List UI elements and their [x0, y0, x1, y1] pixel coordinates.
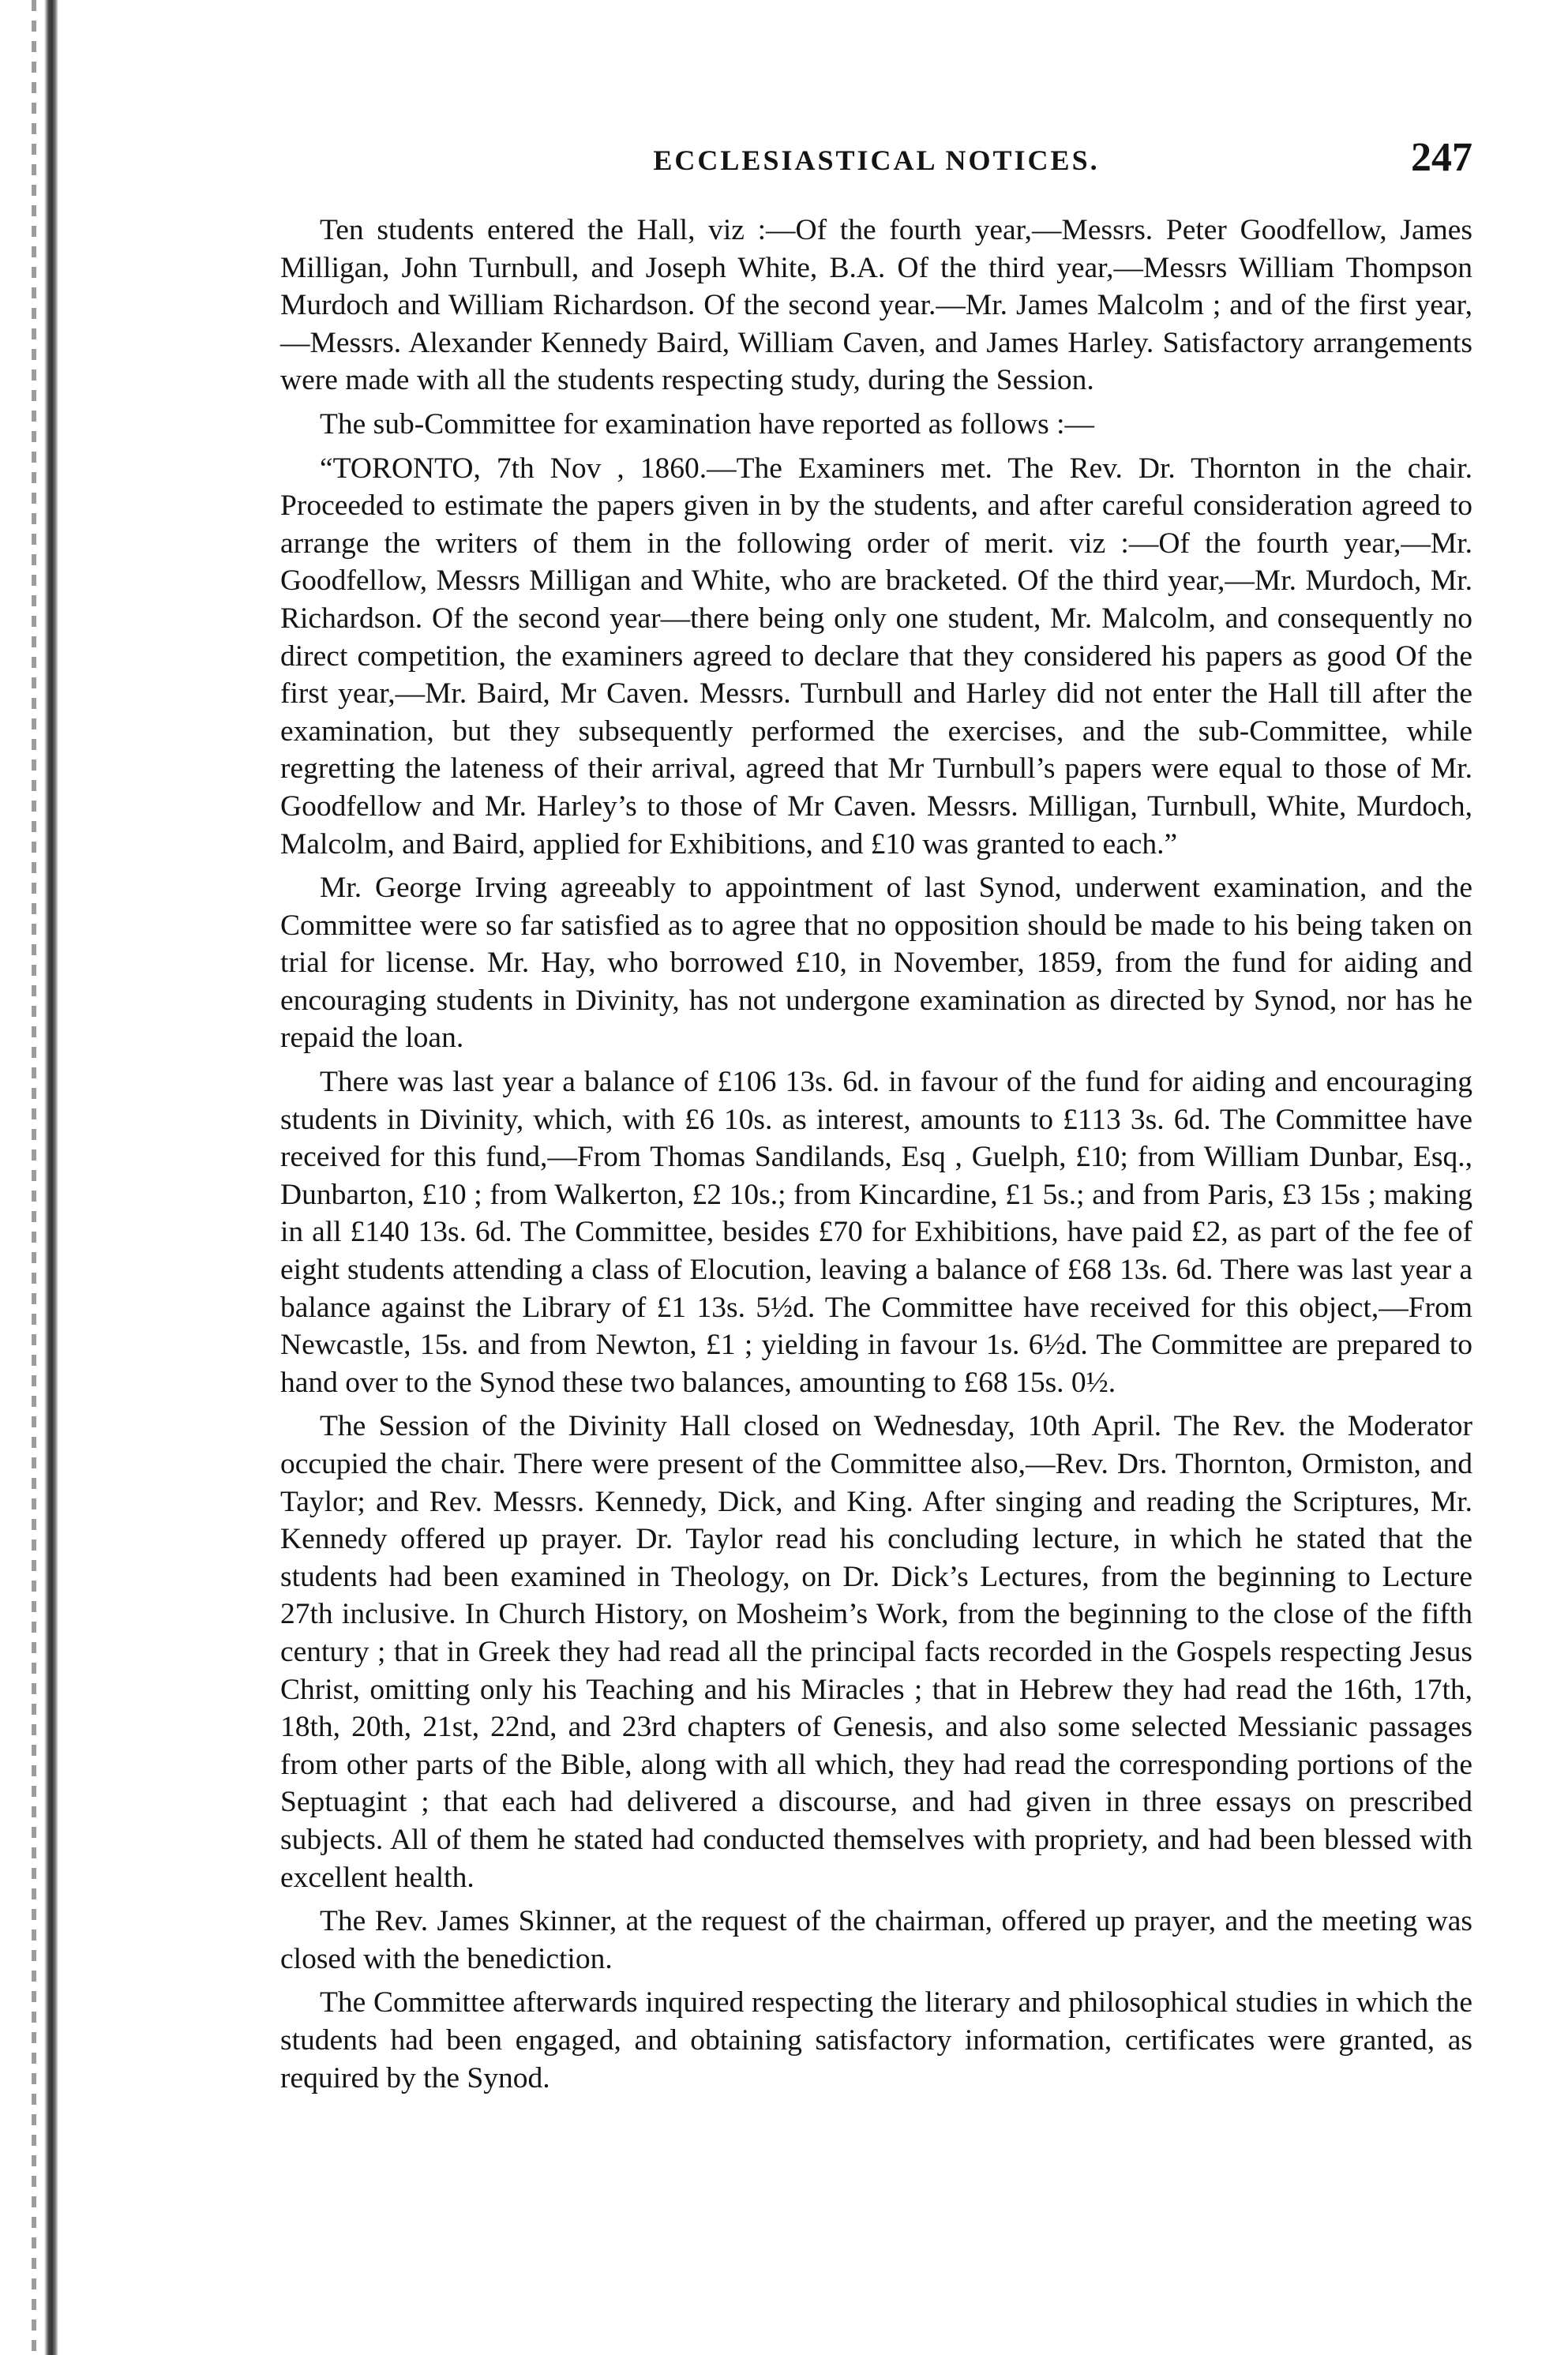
paragraph-students-entered: Ten students entered the Hall, viz :—Of the fourth year,—Messrs. Peter Goodfellow, James Milligan, John Turnbull, and Joseph White, B.A. Of the third year,—Messrs William Thompson Murdoch and William Richardson. Of the second year.—Mr. James Malcolm ; and of the first year,—Messrs. Alexander Kennedy Baird, William Caven, and James Harley. Satisfactory arrangements were made with all the students respecting study, during the Session.: [280, 214, 1472, 397]
paragraph-george-irving: Mr. George Irving agreeably to appointment of last Synod, underwent examination, and the Committee were so far satisfied as to agree that no opposition should be made to his being taken on trial for license. Mr. Hay, who borrowed £10, in November, 1859, from the fund for aiding and encouraging students in Divinity, has not undergone examination as directed by Synod, nor has he repaid the loan.: [280, 872, 1472, 1055]
printed-page: [280, 134, 1472, 2103]
paragraph-certificates: The Committee afterwards inquired respecting the literary and philosophical studies in which the students had been engaged, and obtaining satisfactory information, certificates were granted, as required by the Synod.: [280, 1986, 1472, 2094]
paragraph-examiners-report: “TORONTO, 7th Nov , 1860.—The Examiners met. The Rev. Dr. Thornton in the chair. Proceeded to estimate the papers given in by the students, and after careful consideration agreed to arrange the writers of them in the following order of merit. viz :—Of the fourth year,—Mr. Goodfellow, Messrs Milligan and White, who are bracketed. Of the third year,—Mr. Murdoch, Mr. Richardson. Of the second year—there being only one student, Mr. Malcolm, and consequently no direct competition, the examiners agreed to declare that they considered his papers as good Of the first year,—Mr. Baird, Mr Caven. Messrs. Turnbull and Harley did not enter the Hall till after the examination, but they subsequently performed the exercises, and the sub-Committee, while regretting the lateness of their arrival, agreed that Mr Turnbull’s papers were equal to those of Mr. Goodfellow and Mr. Harley’s to those of Mr Caven. Messrs. Milligan, Turnbull, White, Murdoch, Malcolm, and Baird, applied for Exhibitions, and £10 was granted to each.”: [280, 452, 1472, 861]
book-binding-edge: [44, 0, 58, 2355]
paragraph-closing-prayer: The Rev. James Skinner, at the request of the chairman, offered up prayer, and the meeting was closed with the benediction.: [280, 1905, 1472, 1975]
page-body: [280, 212, 1472, 2097]
paragraph-fund-balance: There was last year a balance of £106 13s. 6d. in favour of the fund for aiding and encouraging students in Divinity, which, with £6 10s. as interest, amounts to £113 3s. 6d. The Committee have received for this fund,—From Thomas Sandilands, Esq , Guelph, £10; from William Dunbar, Esq., Dunbarton, £10 ; from Walkerton, £2 10s.; from Kincardine, £1 5s.; and from Paris, £3 15s ; making in all £140 13s. 6d. The Committee, besides £70 for Exhibitions, have paid £2, as part of the fee of eight students attending a class of Elocution, leaving a balance of £68 13s. 6d. There was last year a balance against the Library of £1 13s. 5½d. The Committee have received for this object,—From Newcastle, 15s. and from Newton, £1 ; yielding in favour 1s. 6½d. The Committee are prepared to hand over to the Synod these two balances, amounting to £68 15s. 0½.: [280, 1066, 1472, 1399]
paragraph-session-closed: The Session of the Divinity Hall closed on Wednesday, 10th April. The Rev. the Moderator occupied the chair. There were present of the Committee also,—Rev. Drs. Thornton, Ormiston, and Taylor; and Rev. Messrs. Kennedy, Dick, and King. After singing and reading the Scriptures, Mr. Kennedy offered up prayer. Dr. Taylor read his concluding lecture, in which he stated that the students had been examined in Theology, on Dr. Dick’s Lectures, from the beginning to Lecture 27th inclusive. In Church History, on Mosheim’s Work, from the beginning to the close of the fifth century ; that in Greek they had read all the principal facts recorded in the Gospels respecting Jesus Christ, omitting only his Teaching and his Miracles ; that in Hebrew they had read the 16th, 17th, 18th, 20th, 21st, 22nd, and 23rd chapters of Genesis, and also some selected Messianic passages from other parts of the Bible, along with all which, they had read the corresponding portions of the Septuagint ; that each had delivered a discourse, and had given in three essays on prescribed subjects. All of them he stated had conducted themselves with propriety, and had been blessed with excellent health.: [280, 1410, 1472, 1894]
running-title: ECCLESIASTICAL NOTICES.: [653, 144, 1100, 176]
binding-shadow-dashes: [32, 0, 36, 2355]
paragraph-subcommittee-report-intro: The sub-Committee for examination have reported as follows :—: [320, 407, 1094, 441]
running-head: [280, 134, 1472, 189]
page-number: 247: [1411, 135, 1472, 180]
